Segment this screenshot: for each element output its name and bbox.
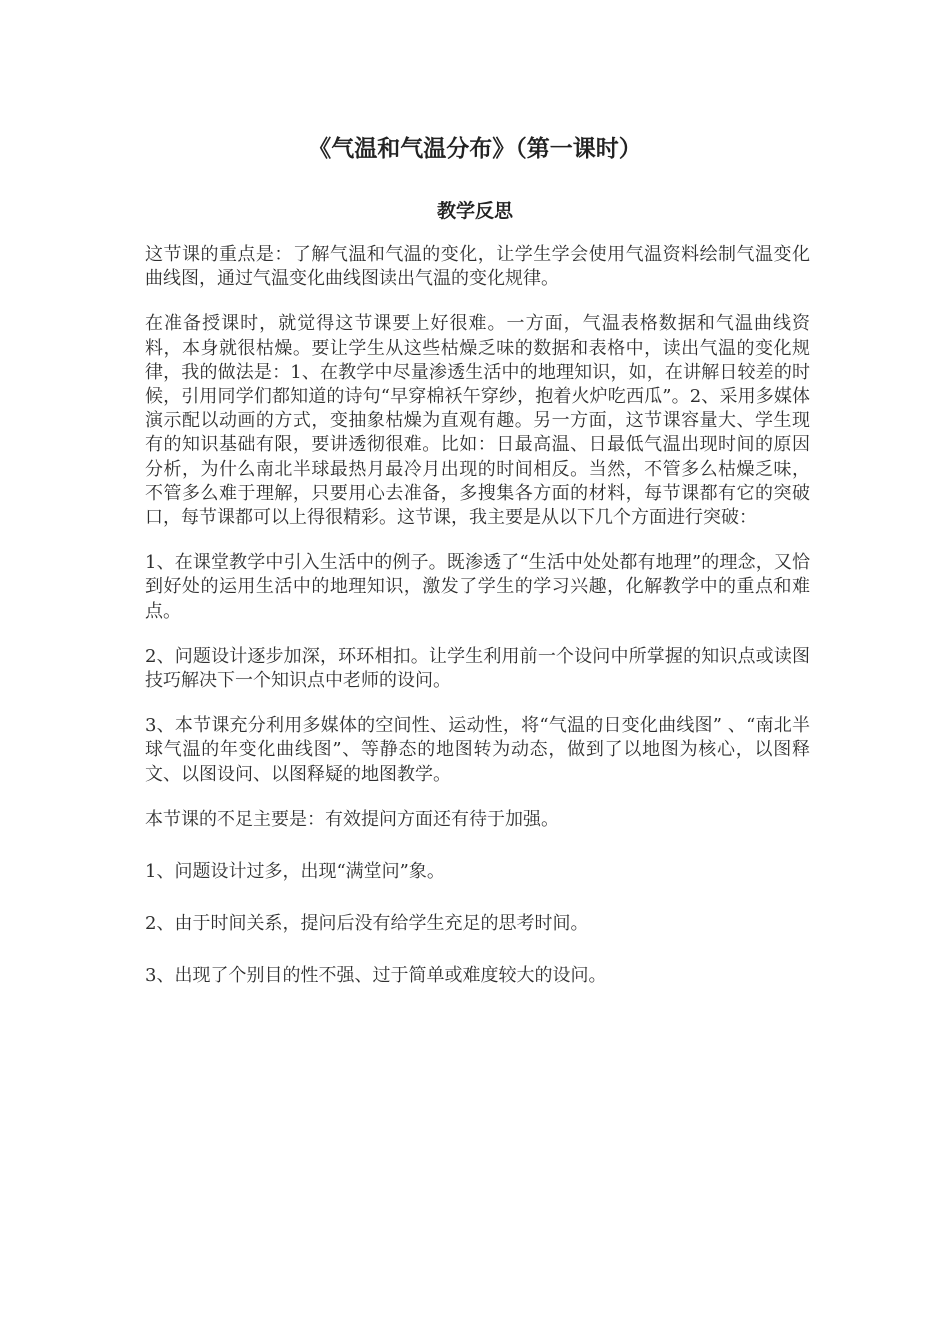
- paragraph-shortcoming-3: 3、出现了个别目的性不强、过于简单或难度较大的设问。: [145, 965, 607, 987]
- paragraph-shortcomings: 本节课的不足主要是：有效提问方面还有待于加强。: [145, 808, 559, 830]
- paragraph-shortcoming-2: 2、由于时间关系，提问后没有给学生充足的思考时间。: [145, 913, 589, 935]
- document-title: 《气温和气温分布》（第一课时）: [308, 135, 642, 162]
- paragraph-preparation: 在准备授课时，就觉得这节课要上好很难。一方面，气温表格数据和气温曲线资料，本身就很枯燥。要让学生从这些枯燥乏味的数据和表格中，读出气温的变化规律，我的做法是：1、在教学中尽量渗透生活中的地理知识，如，在讲解日较差的时候，引用同学们都知道的诗句“早穿棉袄午穿纱，抱着火炉吃西瓜”。2、采用多媒体演示配以动画的方式，变抽象枯燥为直观有趣。另一方面，这节课容量大、学生现有的知识基础有限，要讲透彻很难。比如：日最高温、日最低气温出现时间的原因分析，为什么南北半球最热月最冷月出现的时间相反。当然，不管多么枯燥乏味，不管多么难于理解，只要用心去准备，多搜集各方面的材料，每节课都有它的突破口，每节课都可以上得很精彩。这节课，我主要是从以下几个方面进行突破：: [145, 313, 810, 529]
- document-subtitle: 教学反思: [436, 200, 513, 222]
- paragraph-breakthrough-3: 3、本节课充分利用多媒体的空间性、运动性，将“气温的日变化曲线图” 、“南北半球气温的年变化曲线图”、等静态的地图转为动态，做到了以地图为核心，以图释文、以图设问、以图释疑的地图教学。: [145, 715, 810, 785]
- document-body: [145, 243, 810, 1017]
- paragraph-shortcoming-1: 1、问题设计过多，出现“满堂问”象。: [145, 861, 445, 883]
- paragraph-breakthrough-2: 2、问题设计逐步加深，环环相扣。让学生利用前一个设问中所掌握的知识点或读图技巧解决下一个知识点中老师的设问。: [145, 645, 810, 692]
- paragraph-focus: 这节课的重点是：了解气温和气温的变化，让学生学会使用气温资料绘制气温变化曲线图，通过气温变化曲线图读出气温的变化规律。: [145, 244, 810, 290]
- paragraph-breakthrough-1: 1、在课堂教学中引入生活中的例子。既渗透了“生活中处处都有地理”的理念，又恰到好处的运用生活中的地理知识，激发了学生的学习兴趣，化解教学中的重点和难点。: [145, 552, 810, 622]
